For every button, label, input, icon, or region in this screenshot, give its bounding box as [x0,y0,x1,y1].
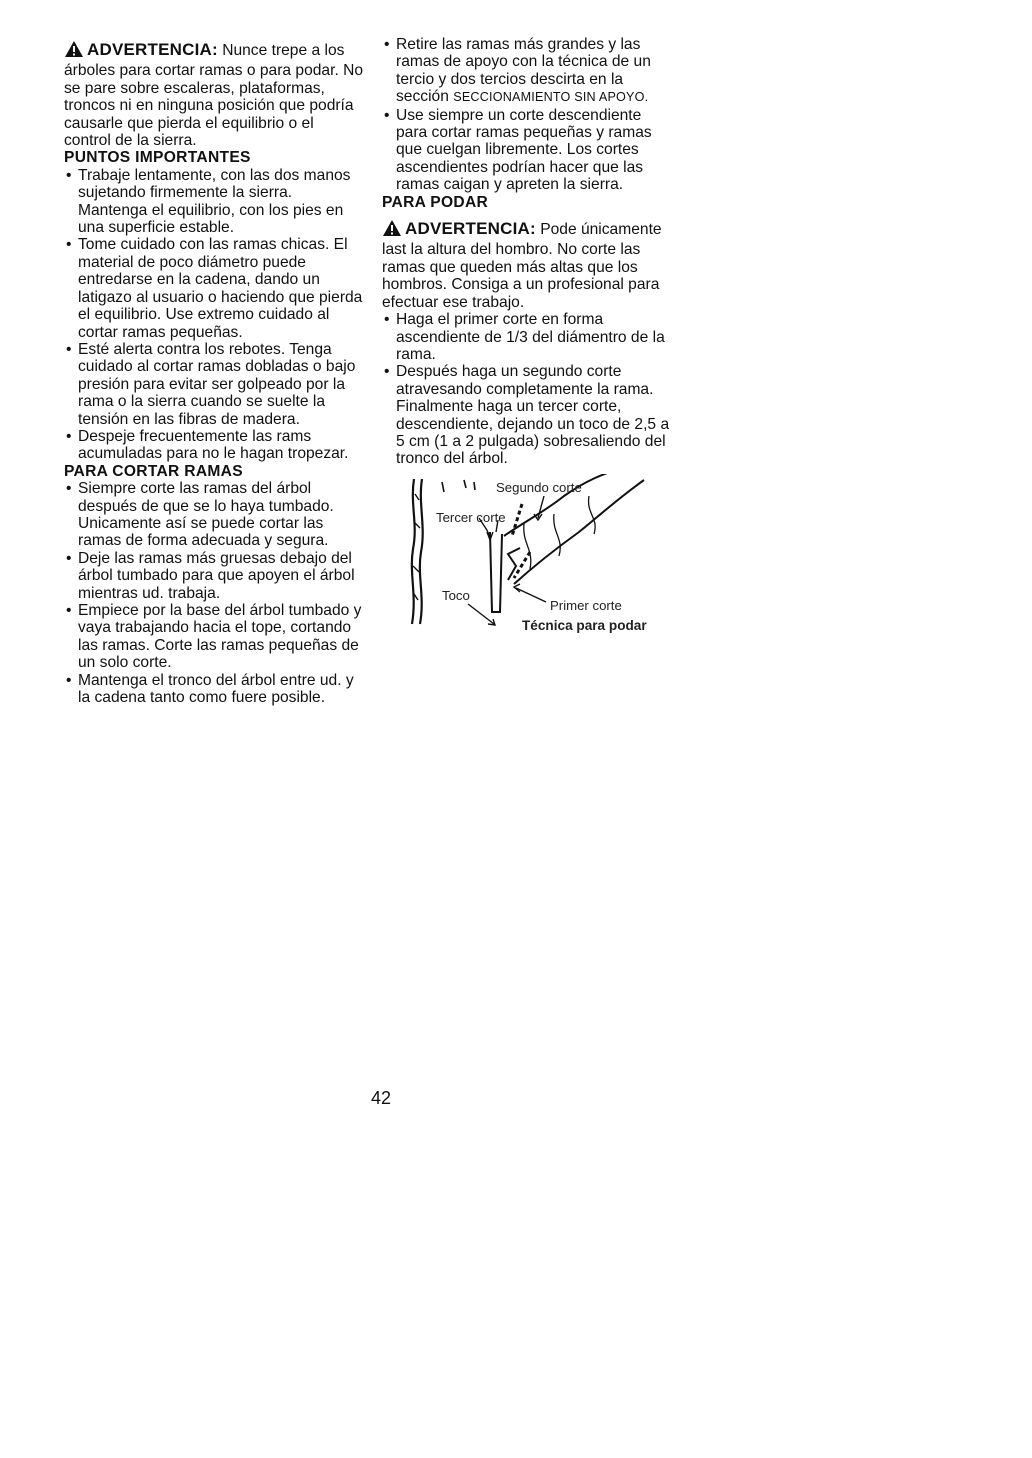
cortar-list [64,480,364,706]
list-item [382,36,674,107]
list-item: • Haga el primer corte en forma ascendiente de 1/3 del diámentro de la rama. [382,311,674,363]
warning-title: ADVERTENCIA: [87,40,218,59]
label-tercer-corte: Tercer corte [436,509,506,525]
list-item [382,107,674,194]
list-item: • Tome cuidado con las ramas chicas. El material de poco diámetro puede entredarse en la cadena, dando un latigazo al usuario o haciendo que pierda el equilibrio. Use extremo cuidado al cortar ramas pequeñas. [64,236,364,340]
warning-paragraph [64,40,364,149]
warning-triangle-icon [382,219,402,241]
pruning-illustration [404,474,684,634]
right-column [382,36,674,634]
figure-caption: Técnica para podar [522,617,647,633]
list-item-text: Retire las ramas más grandes y las ramas de apoyo con la técnica de un tercio y dos tercios descirta en la sección [396,36,651,106]
label-primer-corte: Primer corte [550,597,622,613]
warning-paragraph [382,219,674,311]
section-reference: SECCIONAMIENTO SIN APOYO. [453,90,649,105]
left-column [64,36,364,706]
warning-text: Nunce trepe a los árboles para cortar ramas o para podar. No se pare sobre escaleras, plataformas, troncos ni en ninguna posición que podría causarle que pierda el equilibrio o el control de la sierra. [64,42,364,150]
list-item: • Esté alerta contra los rebotes. Tenga cuidado al cortar ramas dobladas o bajo presión para evitar ser golpeado por la rama o la sierra cuando se suelte la tensión en las fibras de madera. [64,341,364,428]
list-item: • Despeje frecuentemente las rams acumuladas para no le hagan tropezar. [64,428,364,463]
label-segundo-corte: Segundo corte [496,479,582,495]
section-heading-podar: PARA PODAR [382,193,489,211]
list-item: • Mantenga el tronco del árbol entre ud. y la cadena tanto como fuere posible. [64,672,364,707]
list-item: • Empiece por la base del árbol tumbado y vaya trabajando hacia el tope, cortando las ramas. Corte las ramas pequeñas de un solo corte. [64,602,364,672]
list-item: • Deje las ramas más gruesas debajo del árbol tumbado para que apoyen el árbol mientras ud. trabaja. [64,550,364,602]
warning-text: Pode únicamente last la altura del hombro. No corte las ramas que queden más altas que los hombros. Consiga a un profesional para efectuar ese trabajo. [382,221,662,311]
pruning-figure [404,474,684,634]
puntos-list [64,167,364,463]
list-item: • Después haga un segundo corte atravesando completamente la rama. Finalmente haga un tercer corte, descendiente, dejando un toco de 2,5 a 5 cm (1 a 2 pulgada) sobresaliendo del tronco del árbol. [382,363,674,467]
cortar-list-continued [382,36,674,194]
podar-list [382,311,674,468]
page-number: 42 [371,1088,392,1108]
warning-title: ADVERTENCIA: [405,219,536,239]
warning-triangle-icon [64,40,84,62]
section-heading-cortar: PARA CORTAR RAMAS [64,462,243,480]
section-heading-puntos: PUNTOS IMPORTANTES [64,149,251,167]
list-item: • Trabaje lentamente, con las dos manos sujetando firmemente la sierra. Mantenga el equilibrio, con los pies en una superficie estable. [64,167,364,237]
list-item-text: Use siempre un corte descendiente para cortar ramas pequeñas y ramas que cuelgan libremente. Los cortes ascendientes podrían hacer que las ramas caigan y apreten la sierra. [396,106,652,194]
list-item: • Siempre corte las ramas del árbol después de que se lo haya tumbado. Unicamente así se puede cortar las ramas de forma adecuada y segura. [64,480,364,550]
label-toco: Toco [442,587,470,603]
